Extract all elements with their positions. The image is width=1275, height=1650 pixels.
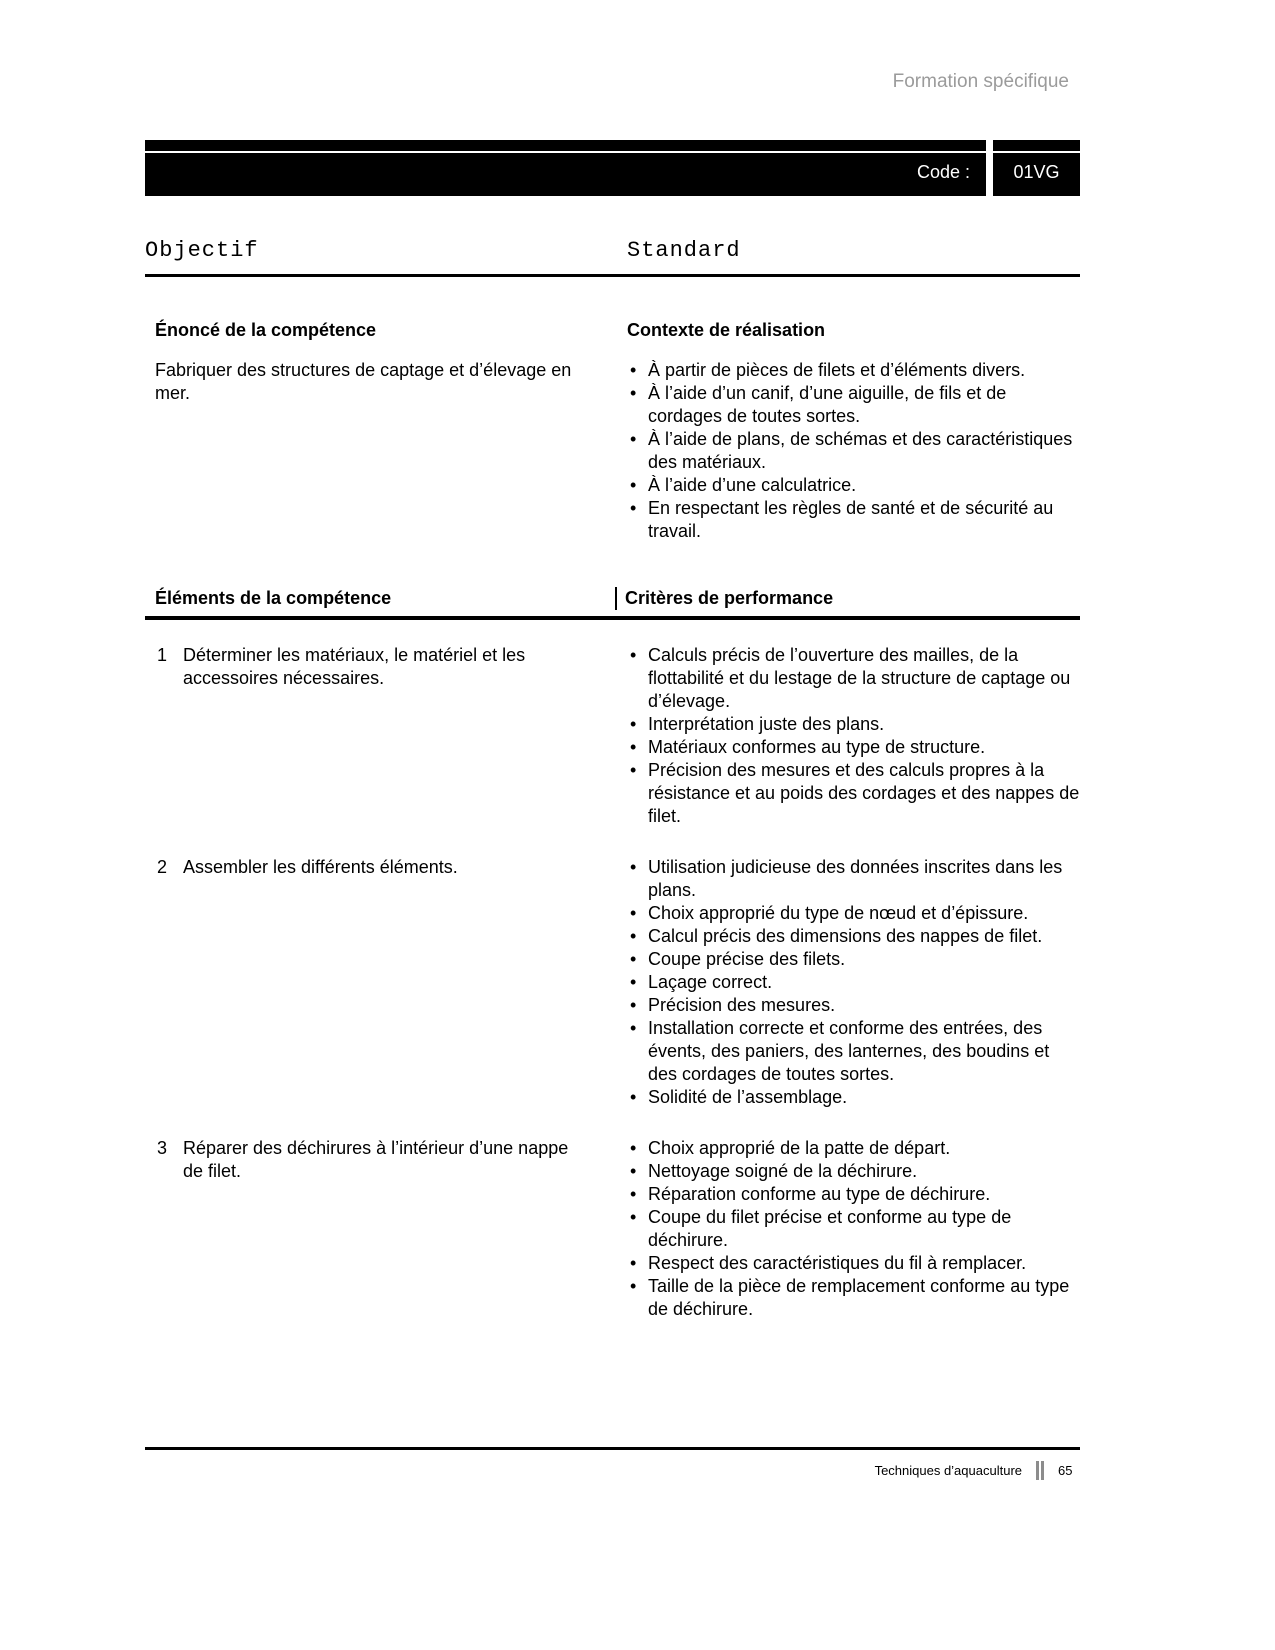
element-item xyxy=(145,644,627,828)
criteria-title: Critères de performance xyxy=(625,588,834,608)
bullet-item: • Choix approprié du type de nœud et d’épissure. xyxy=(648,902,1080,925)
bullet-item: • À l’aide d’une calculatrice. xyxy=(648,474,1080,497)
criteria-cell xyxy=(627,644,1080,828)
bullet-item: • Coupe précise des filets. xyxy=(648,948,1080,971)
bullet-item: • À partir de pièces de filets et d’éléments divers. xyxy=(648,359,1080,382)
competence-section xyxy=(145,319,1080,543)
bullet-item: • Interprétation juste des plans. xyxy=(648,713,1080,736)
bullet-item: • À l’aide d’un canif, d’une aiguille, de fils et de cordages de toutes sortes. xyxy=(648,382,1080,428)
bullet-item: • Matériaux conformes au type de structure. xyxy=(648,736,1080,759)
running-header xyxy=(0,0,1275,94)
context-bullet-list xyxy=(627,359,1080,543)
bullet-item: • En respectant les règles de santé et de sécurité au travail. xyxy=(648,497,1080,543)
code-bar-main xyxy=(145,140,986,196)
element-item xyxy=(145,1137,627,1321)
bullet-item: • Précision des mesures et des calculs propres à la résistance et au poids des cordages et des nappes de filet. xyxy=(648,759,1080,828)
page-footer xyxy=(145,1447,1080,1480)
competence-statement-title: Énoncé de la compétence xyxy=(155,320,377,340)
bullet-item: • Nettoyage soigné de la déchirure. xyxy=(648,1160,1080,1183)
criteria-bullet-list xyxy=(627,856,1080,1109)
running-header-text: Formation spécifique xyxy=(892,71,1069,92)
footer-page-number: 65 xyxy=(1058,1462,1073,1478)
criteria-bullet-list xyxy=(627,1137,1080,1321)
element-number: 2 xyxy=(157,857,168,877)
elements-title: Éléments de la compétence xyxy=(145,587,617,610)
competence-left-column xyxy=(145,319,627,543)
bullet-item: • Laçage correct. xyxy=(648,971,1080,994)
bullet-item: • Calculs précis de l’ouverture des mailles, de la flottabilité et du lestage de la structure de captage ou d’élevage. xyxy=(648,644,1080,713)
criteria-cell xyxy=(627,856,1080,1109)
element-item-row xyxy=(145,856,1080,1109)
standard-title: Standard xyxy=(627,238,741,263)
bullet-item: • Installation correcte et conforme des entrées, des évents, des paniers, des lanternes, des boudins et des cordages de toutes sortes. xyxy=(648,1017,1080,1086)
footer-divider-bars xyxy=(1036,1461,1044,1480)
criteria-bullet-list xyxy=(627,644,1080,828)
bullet-item: • Choix approprié de la patte de départ. xyxy=(648,1137,1080,1160)
bullet-item: • Coupe du filet précise et conforme au type de déchirure. xyxy=(648,1206,1080,1252)
elements-header-row xyxy=(145,587,1080,620)
objectif-title: Objectif xyxy=(145,238,259,263)
element-number: 1 xyxy=(157,645,168,665)
code-value: 01VG xyxy=(1013,161,1060,182)
code-label: Code : xyxy=(916,161,970,182)
bullet-item: • Taille de la pièce de remplacement conforme au type de déchirure. xyxy=(648,1275,1080,1321)
element-item-row xyxy=(145,1137,1080,1321)
element-item xyxy=(145,856,627,1109)
bullet-item: • Respect des caractéristiques du fil à remplacer. xyxy=(648,1252,1080,1275)
code-bar-divider xyxy=(986,140,993,196)
element-text: Déterminer les matériaux, le matériel et les accessoires nécessaires. xyxy=(183,645,526,688)
bullet-item: • Précision des mesures. xyxy=(648,994,1080,1017)
code-value-box xyxy=(993,140,1080,196)
element-number: 3 xyxy=(157,1138,168,1158)
code-bar xyxy=(145,140,1080,196)
column-titles-row xyxy=(145,238,1080,277)
bullet-item: • Utilisation judicieuse des données inscrites dans les plans. xyxy=(648,856,1080,902)
bullet-item: • Calcul précis des dimensions des nappes de filet. xyxy=(648,925,1080,948)
criteria-cell xyxy=(627,1137,1080,1321)
element-text: Assembler les différents éléments. xyxy=(183,857,458,877)
footer-document-title: Techniques d’aquaculture xyxy=(874,1462,1022,1478)
element-text: Réparer des déchirures à l’intérieur d’une nappe de filet. xyxy=(183,1138,569,1181)
bullet-item: • Réparation conforme au type de déchirure. xyxy=(648,1183,1080,1206)
element-item-row xyxy=(145,644,1080,828)
bullet-item: • Solidité de l’assemblage. xyxy=(648,1086,1080,1109)
bullet-item: • À l’aide de plans, de schémas et des caractéristiques des matériaux. xyxy=(648,428,1080,474)
context-title: Contexte de réalisation xyxy=(627,320,826,340)
competence-right-column xyxy=(627,319,1080,543)
competence-statement-body: Fabriquer des structures de captage et d’élevage en mer. xyxy=(155,360,572,403)
